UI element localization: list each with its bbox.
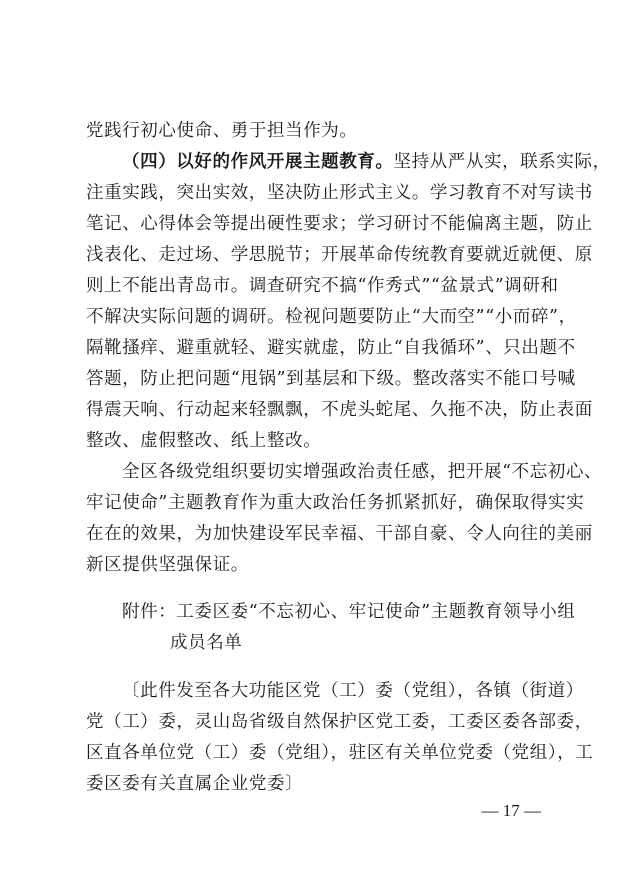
text-line: 整改、虚假整改、纸上整改。 [86, 431, 322, 451]
attachment-line: 附件：工委区委“不忘初心、牢记使命”主题教育领导小组 [122, 602, 576, 622]
text-line: 注重实践，突出实效，坚决防止形式主义。学习教育不对写读书 [86, 183, 593, 203]
text-line: 隔靴搔痒、避重就轻、避实就虚，防止“自我循环”、只出题不 [86, 338, 576, 358]
text-line: 得震天响、行动起来轻飘飘，不虎头蛇尾、久拖不决，防止表面 [86, 400, 593, 420]
distribution-line: 党（工）委，灵山岛省级自然保护区党工委，工委区委各部委， [86, 712, 593, 732]
page-number: — 17 — [481, 801, 541, 820]
section-heading: （四）以好的作风开展主题教育。 [122, 152, 394, 172]
text-line: 新区提供坚强保证。 [86, 555, 249, 575]
text-line: 不解决实际问题的调研。检视问题要防止“大而空”“小而碎”， [86, 307, 577, 327]
attachment-line: 成员名单 [170, 633, 243, 653]
section-heading-line [122, 147, 611, 177]
text-line: 则上不能出青岛市。调查研究不搞“作秀式”“盆景式”调研和 [86, 276, 559, 296]
distribution-line: 〔此件发至各大功能区党（工）委（党组），各镇（街道） [122, 681, 584, 701]
distribution-line: 委区委有关直属企业党委〕 [86, 774, 304, 794]
distribution-line: 区直各单位党（工）委（党组），驻区有关单位党委（党组），工 [86, 743, 594, 763]
text-line: 党践行初心使命、勇于担当作为。 [86, 121, 358, 141]
text-line: 笔记、心得体会等提出硬性要求；学习研讨不能偏离主题，防止 [86, 214, 593, 234]
text-line: 牢记使命”主题教育作为重大政治任务抓紧抓好，确保取得实实 [86, 493, 585, 513]
text-line: 全区各级党组织要切实增强政治责任感，把开展“不忘初心、 [122, 462, 603, 482]
text-line: 浅表化、走过场、学思脱节；开展革命传统教育要就近就便、原 [86, 245, 593, 265]
text-line: 在在的效果，为加快建设军民幸福、干部自豪、令人向往的美丽 [86, 524, 593, 544]
text-fragment: 坚持从严从实，联系实际， [393, 152, 611, 172]
text-line: 答题，防止把问题“甩锅”到基层和下级。整改落实不能口号喊 [86, 369, 576, 389]
